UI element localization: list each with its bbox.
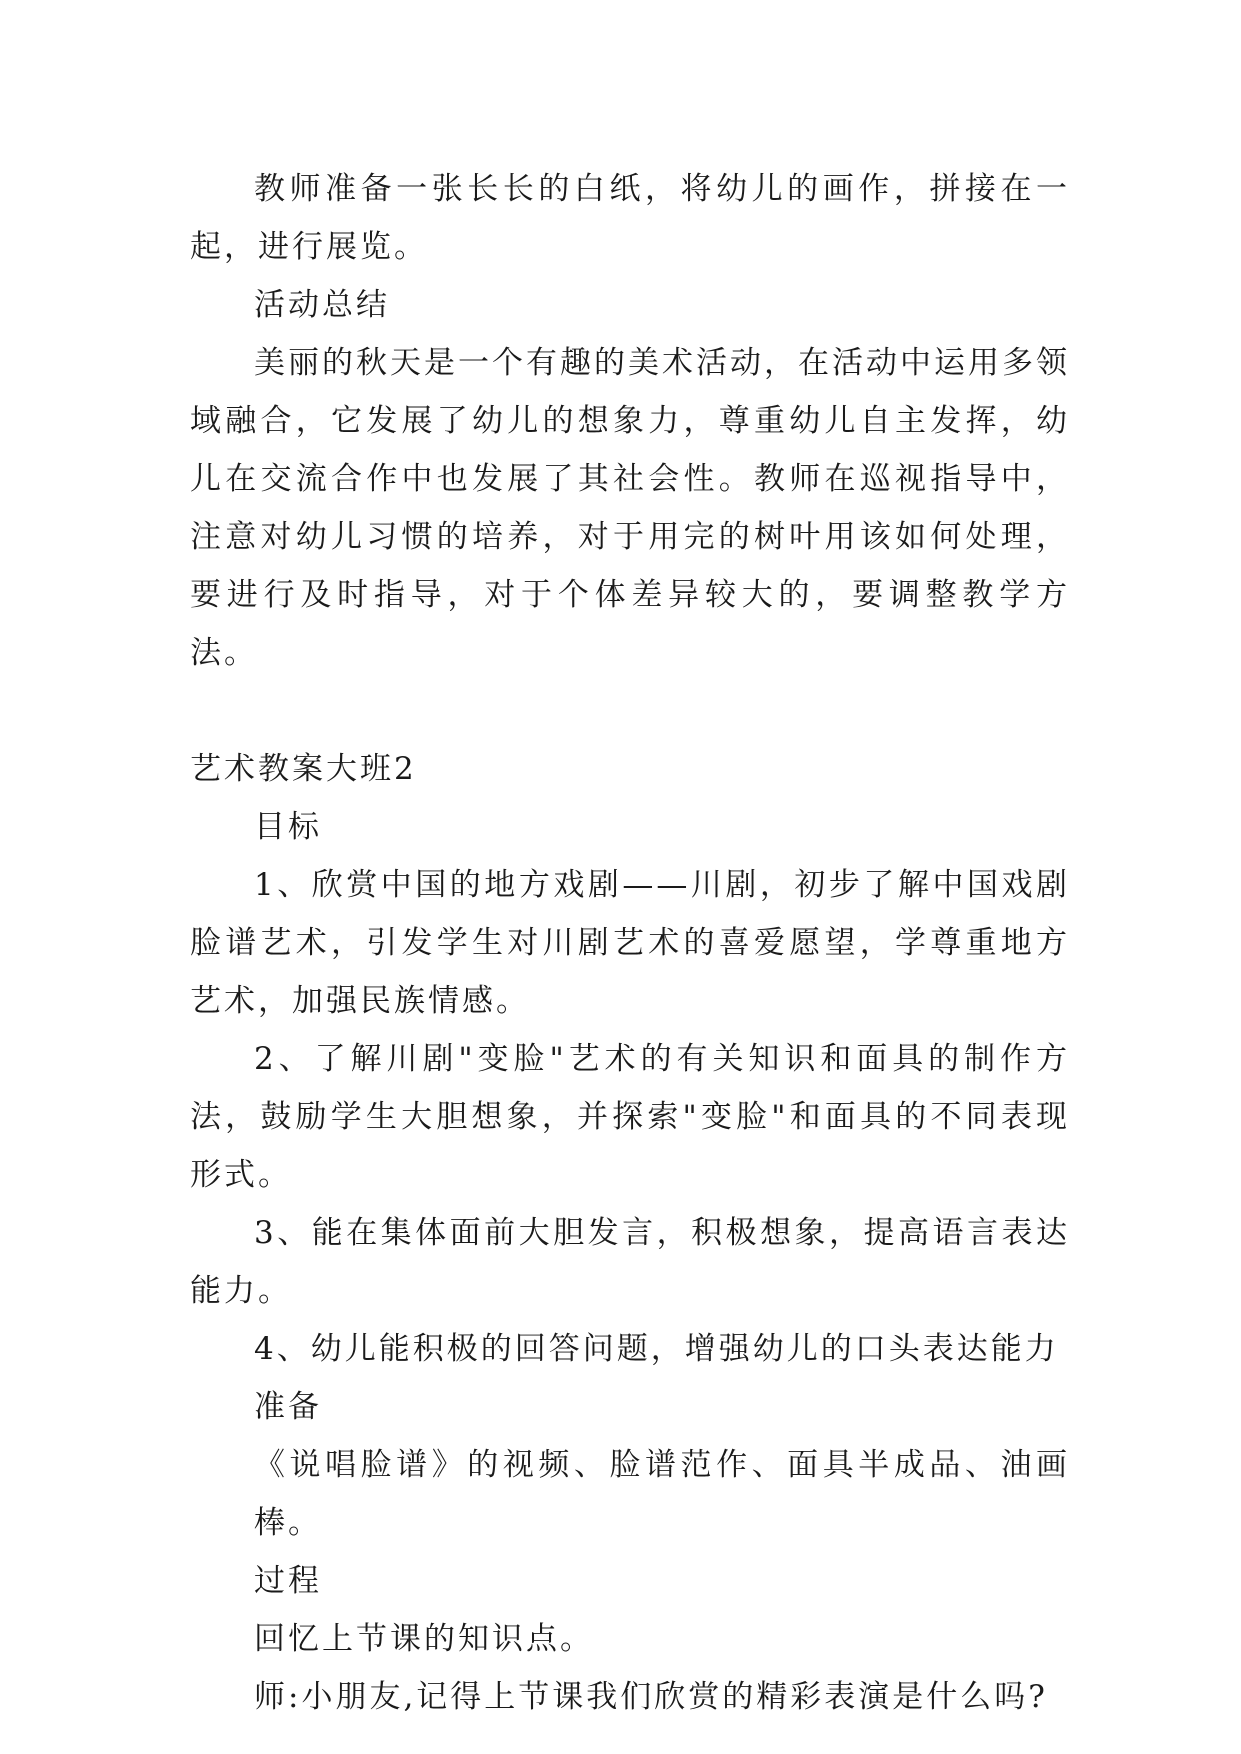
section-title: 艺术教案大班2 xyxy=(190,751,417,787)
section-gap xyxy=(190,682,1070,740)
prep-paragraph: 《说唱脸谱》的视频、脸谱范作、面具半成品、油画棒。 xyxy=(254,1447,1070,1541)
goal-item-3: 3、能在集体面前大胆发言，积极想象，提高语言表达能力。 xyxy=(190,1215,1070,1309)
process-label: 过程 xyxy=(254,1563,322,1599)
prep-label: 准备 xyxy=(254,1389,322,1425)
process-item-1: 回忆上节课的知识点。 xyxy=(254,1621,594,1657)
summary-paragraph: 美丽的秋天是一个有趣的美术活动，在活动中运用多领域融合，它发展了幼儿的想象力，尊重幼儿自主发挥，幼儿在交流合作中也发展了其社会性。教师在巡视指导中，注意对幼儿习惯的培养，对于用完的树叶用该如何处理，要进行及时指导，对于个体差异较大的，要调整教学方法。 xyxy=(190,345,1070,671)
goal-item-1: 1、欣赏中国的地方戏剧——川剧，初步了解中国戏剧脸谱艺术，引发学生对川剧艺术的喜爱愿望，学尊重地方艺术，加强民族情感。 xyxy=(190,867,1070,1019)
process-item-2: 师:小朋友,记得上节课我们欣赏的精彩表演是什么吗? xyxy=(254,1679,1048,1715)
summary-label: 活动总结 xyxy=(254,287,390,323)
paragraph-exhibition: 教师准备一张长长的白纸，将幼儿的画作，拼接在一起，进行展览。 xyxy=(190,171,1070,265)
goal-item-4: 4、幼儿能积极的回答问题，增强幼儿的口头表达能力 xyxy=(254,1331,1059,1367)
goal-label: 目标 xyxy=(254,809,322,845)
goal-item-2: 2、了解川剧"变脸"艺术的有关知识和面具的制作方法，鼓励学生大胆想象，并探索"变脸"和面具的不同表现形式。 xyxy=(190,1041,1070,1193)
document-body xyxy=(190,160,1070,1726)
